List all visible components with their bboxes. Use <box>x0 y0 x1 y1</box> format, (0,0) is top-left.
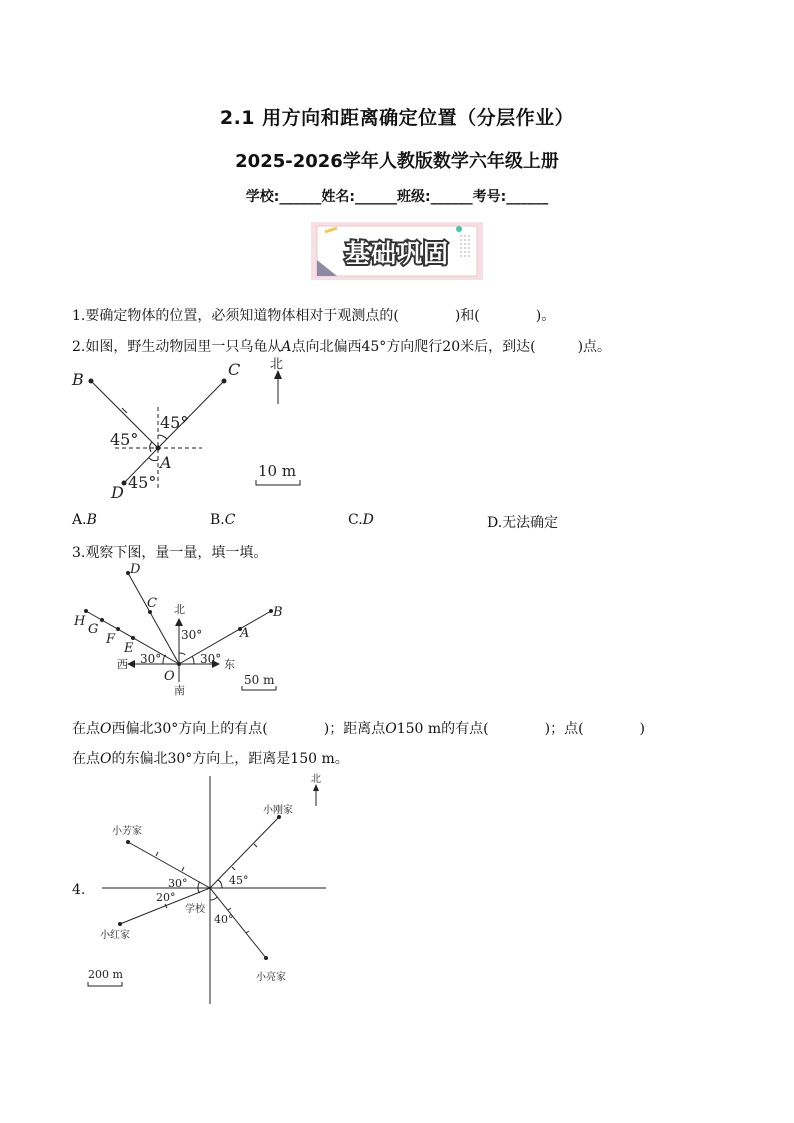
question-1: 1.要确定物体的位置，必须知道物体相对于观测点的( )和( )。 <box>72 308 556 324</box>
point-g <box>100 618 104 622</box>
dir-west: 西 <box>117 658 128 671</box>
banner-title: 基础巩固 <box>344 239 450 268</box>
point-xiaoliang <box>264 956 268 960</box>
angle-label-3: 45° <box>128 473 157 492</box>
q3-west-arrow <box>127 660 135 668</box>
point-xiaofang <box>126 840 130 844</box>
point-e <box>131 636 135 640</box>
label-xiaofang: 小芳家 <box>112 826 142 837</box>
label-school: 学校 <box>185 904 205 915</box>
q4-angle-30: 30° <box>168 877 188 890</box>
section-banner <box>311 222 483 280</box>
q4-arc-1 <box>218 880 222 888</box>
label-h: H <box>74 614 86 629</box>
point-b <box>89 379 94 384</box>
page-subtitle: 2025-2026学年人教版数学六年级上册 <box>235 151 559 172</box>
student-info-line: 学校:______姓名:______班级:______考号:______ <box>245 189 549 205</box>
north-label: 北 <box>270 357 284 372</box>
q2-option-d[interactable]: D.无法确定 <box>487 515 559 531</box>
q3-north-arrow <box>175 618 183 626</box>
point-o <box>177 662 181 666</box>
q2-point-a: A <box>281 339 292 355</box>
tick-7 <box>246 931 249 933</box>
q3-scale-label: 50 m <box>244 673 275 687</box>
page-title: 2.1 用方向和距离确定位置（分层作业） <box>219 107 575 129</box>
label-d: D <box>111 483 124 502</box>
q3-arc-2 <box>179 653 185 655</box>
angle-arc-3 <box>149 458 158 461</box>
q2-text-c: 点向北偏西45°方向爬行20米后，到达( )点。 <box>291 339 612 355</box>
q2-option-b[interactable]: B.C <box>210 512 236 528</box>
banner-dot <box>456 226 462 232</box>
q2-option-a[interactable]: A.B <box>72 512 97 528</box>
label-g: G <box>88 622 99 637</box>
dir-east: 东 <box>224 658 235 671</box>
tick-4 <box>182 867 184 871</box>
q4-north-label: 北 <box>311 774 321 785</box>
q4-north-arrow-head <box>313 784 319 791</box>
label-a: A <box>160 453 172 472</box>
q3-angle-3: 30° <box>200 652 222 666</box>
scale-label: 10 m <box>258 462 297 480</box>
tick-2 <box>254 844 257 847</box>
q4-scale-bar <box>88 982 122 986</box>
dir-north: 北 <box>174 603 185 616</box>
label-e: E <box>124 641 134 656</box>
scale-bar <box>256 480 300 485</box>
point-h <box>84 609 88 613</box>
q2-option-c[interactable]: C.D <box>348 512 374 528</box>
label-xiaoliang: 小亮家 <box>256 972 286 983</box>
q2-figure <box>60 352 320 507</box>
point-xiaohong <box>118 922 122 926</box>
q4-arc-4 <box>210 897 217 900</box>
angle-arc-1 <box>150 442 152 452</box>
q4-angle-40: 40° <box>214 913 234 926</box>
tick-6 <box>228 908 231 910</box>
question-3: 3.观察下图，量一量，填一填。 <box>72 545 268 561</box>
q3-angle-1: 30° <box>181 628 203 642</box>
q3-line-2: 在点O的东偏北30°方向上，距离是150 m。 <box>72 751 349 767</box>
angle-label-1: 45° <box>110 430 139 449</box>
q2-text-a: 2.如图，野生动物园里一只乌龟从 <box>72 339 282 355</box>
point-a <box>156 446 161 451</box>
label-c: C <box>147 596 157 611</box>
q4-angle-20: 20° <box>156 891 176 904</box>
dir-south: 南 <box>174 684 185 697</box>
q3-figure <box>66 560 296 700</box>
q3-angle-2: 30° <box>140 652 162 666</box>
q4-scale-label: 200 m <box>88 968 123 981</box>
q3-arc-3 <box>192 656 194 664</box>
label-o: O <box>164 669 175 684</box>
q4-angle-45: 45° <box>229 874 249 887</box>
point-c <box>222 379 227 384</box>
angle-arc-2 <box>158 435 167 439</box>
q3-line-1: 在点O西偏北30°方向上的有点( )；距离点O150 m的有点( )；点( ) <box>72 721 646 737</box>
label-f: F <box>106 632 116 647</box>
point-f <box>116 627 120 631</box>
label-c: C <box>228 360 241 379</box>
q4-figure <box>82 770 342 1010</box>
label-b: B <box>273 605 283 620</box>
label-d: D <box>130 562 141 577</box>
label-xiaohong: 小红家 <box>100 930 130 941</box>
q4-arc-2 <box>198 882 200 888</box>
angle-label-2: 45° <box>160 413 189 432</box>
question-4-number: 4. <box>72 882 86 898</box>
label-b: B <box>72 370 84 389</box>
tick-1 <box>232 867 235 870</box>
tick-3 <box>156 852 158 856</box>
label-a: A <box>240 626 250 641</box>
label-xiaogang: 小刚家 <box>263 805 293 816</box>
line-od <box>128 573 179 664</box>
